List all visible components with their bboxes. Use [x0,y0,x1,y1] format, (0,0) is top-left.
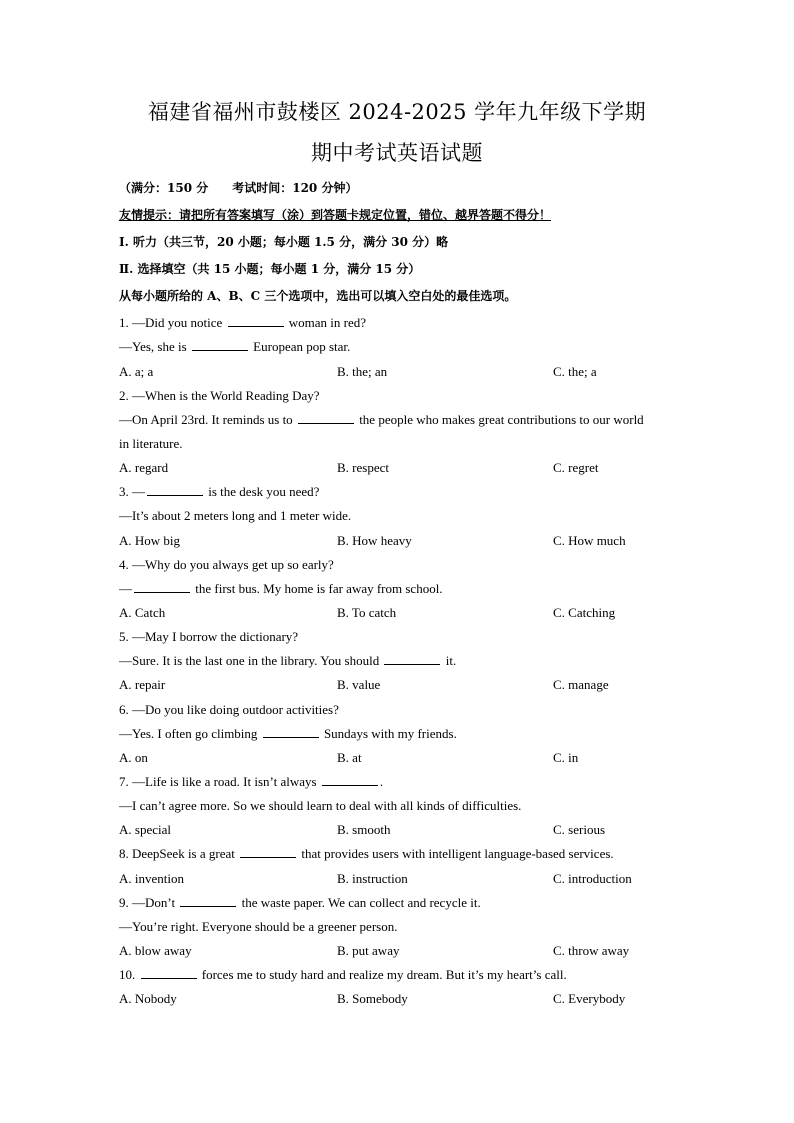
option-a: A. special [119,822,171,837]
option-a: A. Catch [119,605,166,620]
option-b: B. put away [337,943,400,958]
notice: 友情提示：请把所有答案填写（涂）到答题卡规定位置，错位、越界答题不得分！ [119,208,552,222]
option-a: A. a; a [119,364,154,379]
section-1-heading: Ⅰ. 听力（共三节，20 小题；每小题 1.5 分，满分 30 分）略 [119,235,449,249]
option-b: B. at [337,750,362,765]
question-2-response-cont: in literature. [119,436,183,451]
option-b: B. the; an [337,364,388,379]
question-2-response: —On April 23rd. It reminds us to the people who makes great contributions to our world [119,412,644,427]
option-c: C. in [553,750,579,765]
option-b: B. smooth [337,822,391,837]
answer-blank [263,726,319,738]
option-a: A. How big [119,533,181,548]
answer-blank [384,653,440,665]
option-c: C. introduction [553,871,632,886]
option-c: C. throw away [553,943,630,958]
question-3-prompt: 3. — is the desk you need? [119,484,320,499]
exam-title: 福建省福州市鼓楼区 2024-2025 学年九年级下学期 [147,100,647,124]
answer-blank [298,412,354,424]
question-7-response: —I can’t agree more. So we should learn to deal with all kinds of difficulties. [119,798,522,813]
answer-blank [141,967,197,979]
question-8-prompt: 8. DeepSeek is a great that provides users with intelligent language-based services. [119,846,614,861]
option-a: A. blow away [119,943,192,958]
question-9-prompt: 9. —Don’t the waste paper. We can collect and recycle it. [119,895,481,910]
question-9-response: —You’re right. Everyone should be a greener person. [119,919,398,934]
answer-blank [134,581,190,593]
option-a: A. invention [119,871,184,886]
answer-blank [147,484,203,496]
answer-blank [322,774,378,786]
question-3-response: —It’s about 2 meters long and 1 meter wide. [119,508,352,523]
question-6-prompt: 6. —Do you like doing outdoor activities? [119,702,339,717]
option-b: B. To catch [337,605,397,620]
option-c: C. Catching [553,605,616,620]
option-c: C. How much [553,533,626,548]
option-c: C. Everybody [553,991,626,1006]
option-c: C. serious [553,822,605,837]
answer-blank [192,339,248,351]
option-b: B. value [337,677,381,692]
question-10-prompt: 10. forces me to study hard and realize my dream. But it’s my heart’s call. [119,967,567,982]
instruction: 从每小题所给的 A、B、C 三个选项中，选出可以填入空白处的最佳选项。 [119,289,517,303]
option-b: B. instruction [337,871,408,886]
answer-blank [228,315,284,327]
option-c: C. the; a [553,364,597,379]
section-2-heading: Ⅱ. 选择填空（共 15 小题；每小题 1 分，满分 15 分） [119,262,421,276]
exam-info: （满分：150 分 考试时间：120 分钟） [119,181,358,195]
exam-subtitle: 期中考试英语试题 [311,141,483,165]
question-1-response: —Yes, she is European pop star. [119,339,351,354]
answer-blank [180,895,236,907]
question-2-prompt: 2. —When is the World Reading Day? [119,388,320,403]
question-7-prompt: 7. —Life is like a road. It isn’t always . [119,774,384,789]
option-b: B. respect [337,460,389,475]
option-c: C. regret [553,460,599,475]
question-4-response: — the first bus. My home is far away from school. [119,581,443,596]
option-a: A. regard [119,460,169,475]
option-c: C. manage [553,677,609,692]
question-4-prompt: 4. —Why do you always get up so early? [119,557,334,572]
option-b: B. Somebody [337,991,408,1006]
answer-blank [240,846,296,858]
question-5-response: —Sure. It is the last one in the library. You should it. [119,653,457,668]
question-6-response: —Yes. I often go climbing Sundays with my friends. [119,726,457,741]
option-a: A. on [119,750,148,765]
option-a: A. repair [119,677,166,692]
question-1-prompt: 1. —Did you notice woman in red? [119,315,367,330]
question-5-prompt: 5. —May I borrow the dictionary? [119,629,299,644]
option-b: B. How heavy [337,533,412,548]
option-a: A. Nobody [119,991,177,1006]
